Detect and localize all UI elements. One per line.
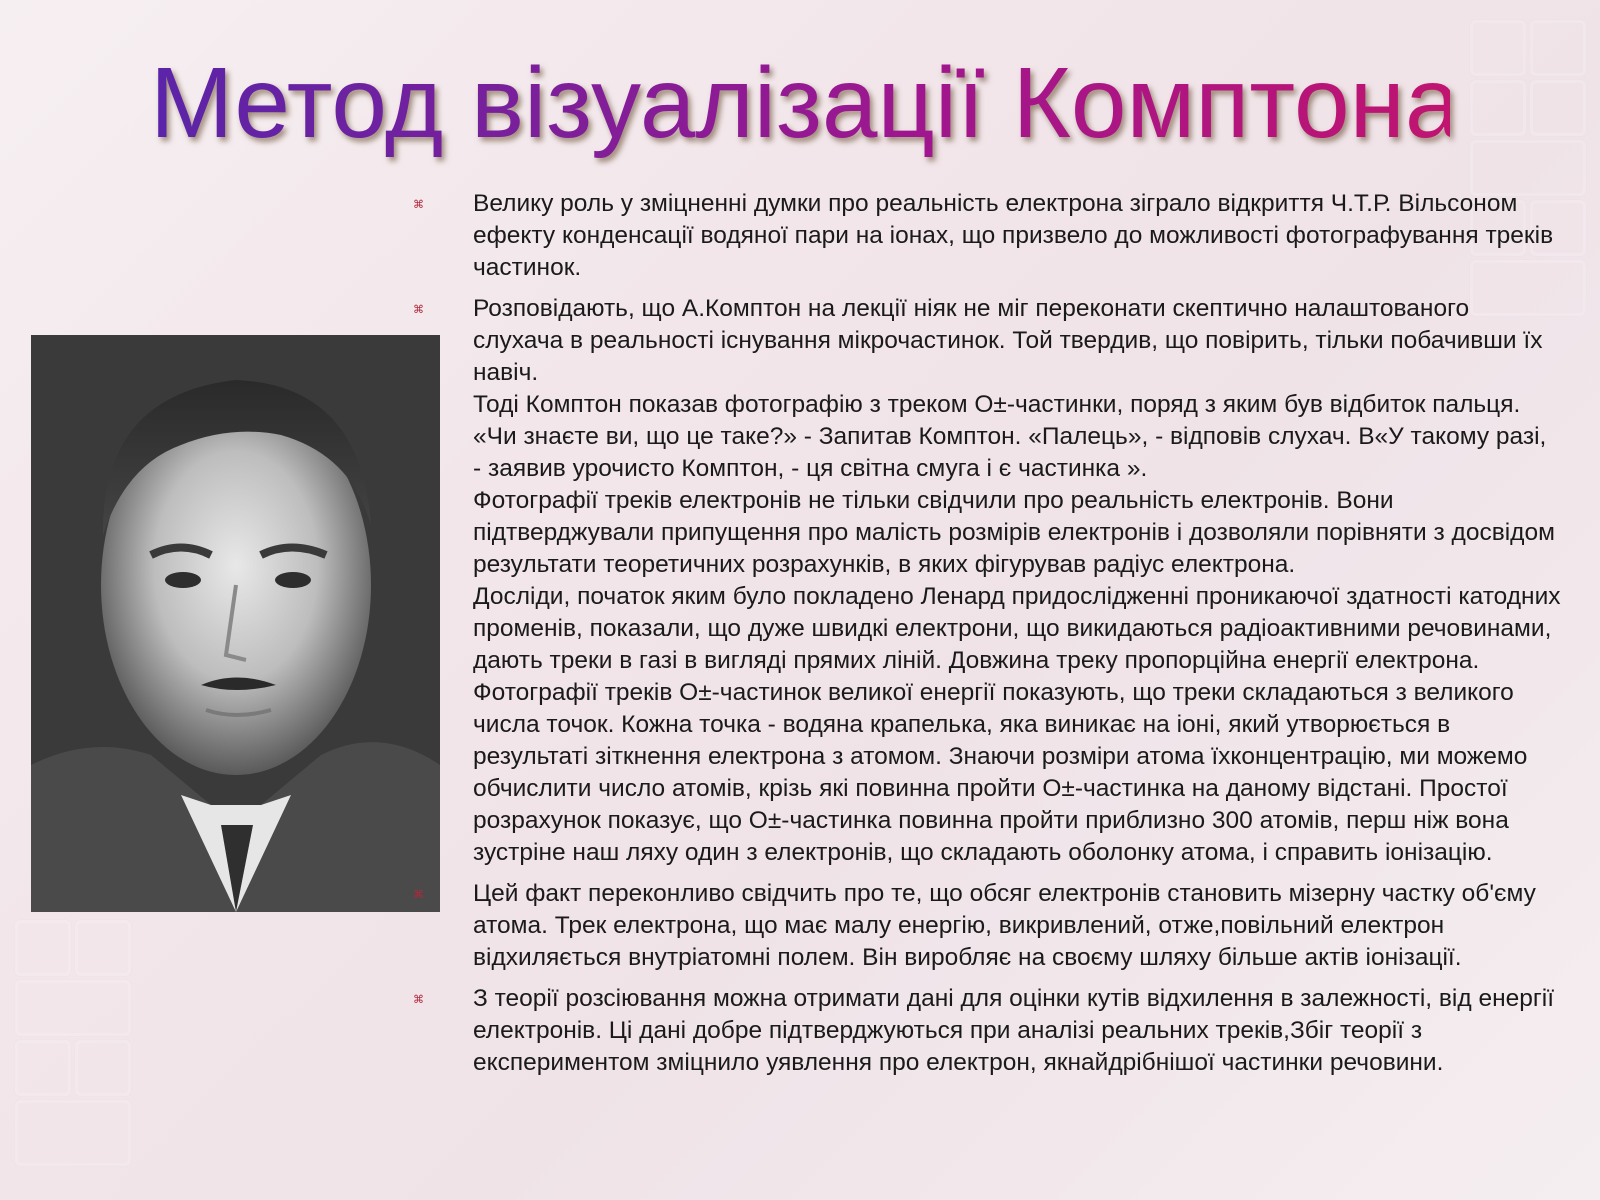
bullet-icon: ⌘ xyxy=(413,303,424,316)
bullet-item xyxy=(411,293,1561,869)
bullet-icon: ⌘ xyxy=(413,198,424,211)
bullet-text: З теорії розсіювання можна отримати дані для оцінки кутів відхилення в залежності, від енергії електронів. Ці дані добре підтверджуються при аналізі реальних треків,Збіг теорії з експериментом зміцнило уявлення про електрон, якнайдрібнішої частинки речовини. xyxy=(473,985,1555,1076)
bullet-text: Розповідають, що А.Комптон на лекції ніяк не міг переконати скептично налаштованого слухача в реальності існування мікрочастинок. Той твердив, що повірить, тільки побачивши їх навіч. xyxy=(473,295,1543,386)
slide-body xyxy=(411,188,1561,1088)
bullet-item xyxy=(411,878,1561,974)
portrait-icon xyxy=(31,335,440,912)
background-decoration-bottom xyxy=(0,900,150,1200)
bullet-text: Велику роль у зміцненні думки про реальність електрона зіграло відкриття Ч.Т.Р. Вільсоном ефекту конденсації водяної пари на іонах, що призвело до можливості фотографування треків частинок. xyxy=(473,190,1554,281)
bullet-text: Тоді Комптон показав фотографію з треком О±-частинки, поряд з яким був відбиток пальця. «Чи знаєте ви, що це таке?» - Запитав Комптон. «Палець», - відповів слухач. В«У такому разі, - заявив урочисто Комптон, - ця світна смуга і є частинка ». xyxy=(473,391,1547,482)
bullet-icon: ⌘ xyxy=(413,888,424,901)
compton-portrait-photo xyxy=(31,335,440,912)
bullet-item xyxy=(411,983,1561,1079)
slide-title: Метод візуалізації Комптона: xyxy=(150,47,1489,159)
bullet-text: Фотографії треків електронів не тільки свідчили про реальність електронів. Вони підтверджували припущення про малість розмірів електронів і дозволяли порівняти з досвідом результати теоретичних розрахунків, в яких фігурував радіус електрона. xyxy=(473,487,1555,578)
bullet-item xyxy=(411,188,1561,284)
bullet-icon: ⌘ xyxy=(413,993,424,1006)
bullet-text: Цей факт переконливо свідчить про те, що обсяг електронів становить мізерну частку об'єму атома. Трек електрона, що має малу енергію, викривлений, отже,повільний електрон відхиляється внутріатомні полем. Він виробляє на своєму шляху більше актів іонізації. xyxy=(473,880,1536,971)
bullet-text: Досліди, початок яким було покладено Ленард придослідженні проникаючої здатності катодних променів, показали, що дуже швидкі електрони, що викидаються радіоактивними речовинами, дають треки в газі в вигляді прямих ліній. Довжина треку пропорційна енергії електрона. Фотографії треків О±-частинок великої енергії показують, що треки складаються з великого числа точок. Кожна точка - водяна крапелька, яка виникає на іоні, який утворюється в результаті зіткнення електрона з атомом. Знаючи розміри атома їхконцентрацію, ми можемо обчислити число атомів, крізь які повинна пройти О±-частинка на даному відстані. Простої розрахунок показує, що О±-частинка повинна пройти приблизно 300 атомів, перш ніж вона зустріне наш ляху один з електронів, що складають оболонку атома, і справить іонізацію. xyxy=(473,583,1561,866)
